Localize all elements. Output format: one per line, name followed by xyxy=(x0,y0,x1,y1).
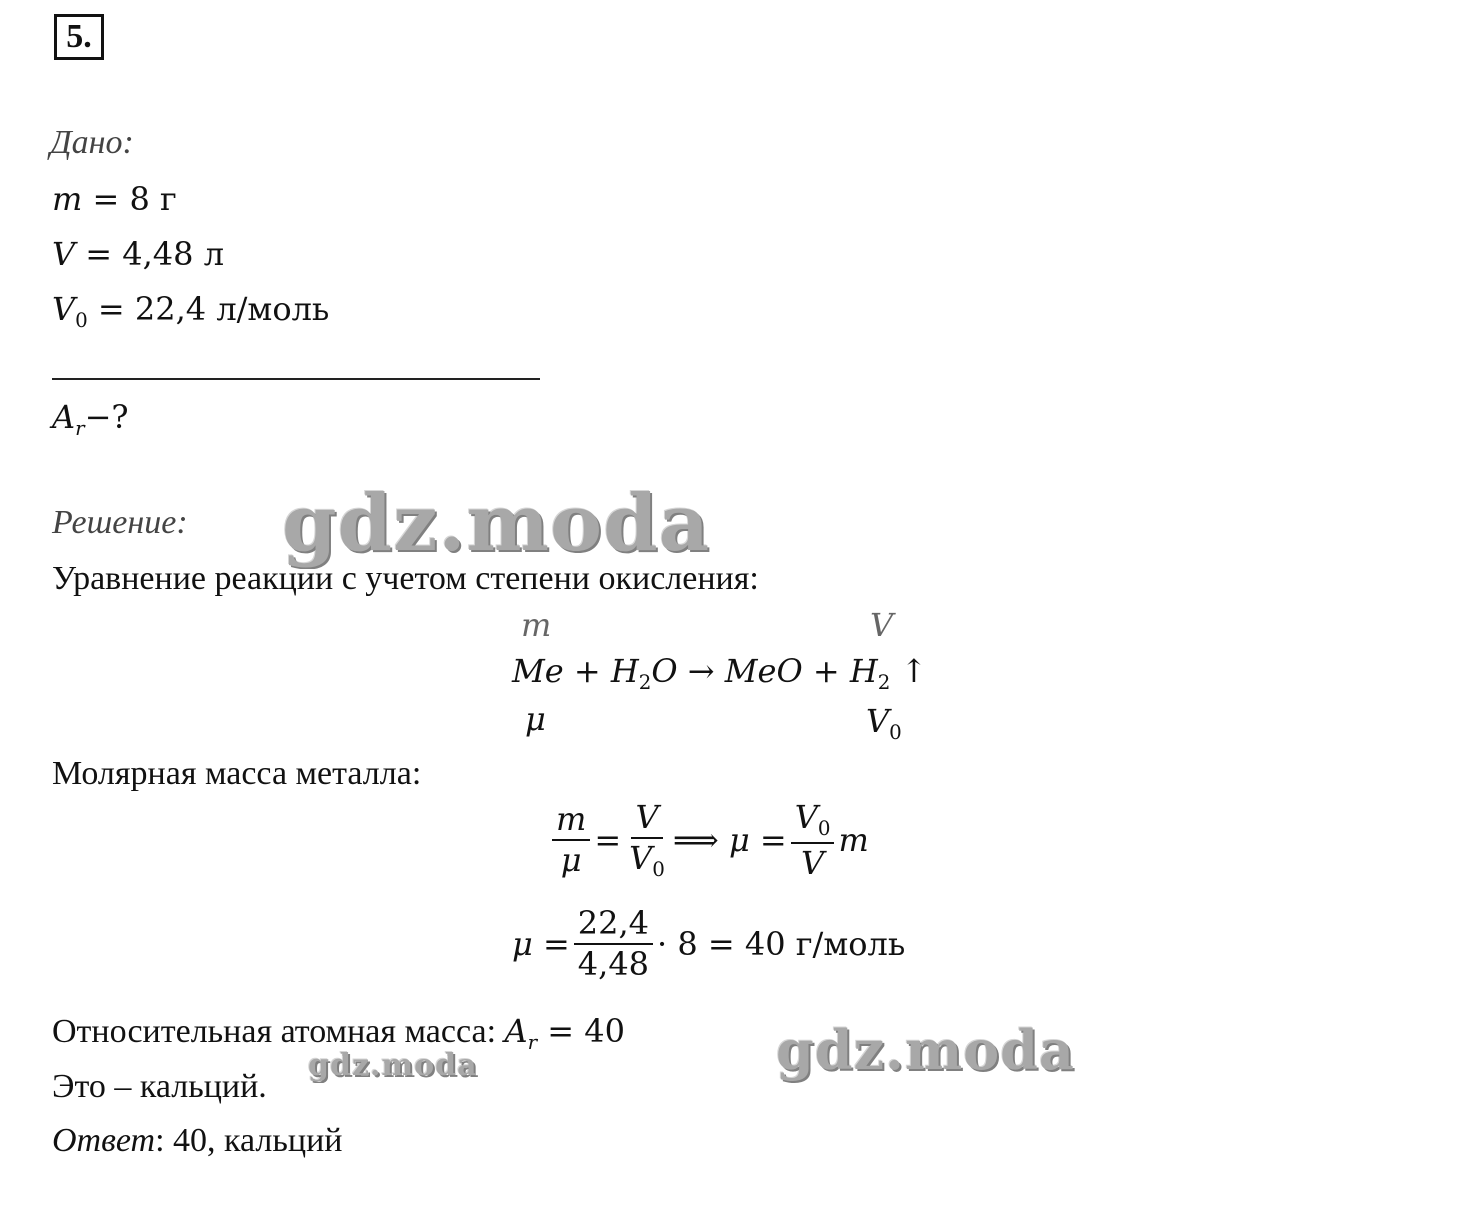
find-line xyxy=(52,398,129,440)
equals: = xyxy=(594,821,622,860)
water-o: O xyxy=(651,652,678,690)
given-molar-volume xyxy=(52,290,329,332)
value: = 40 xyxy=(537,1012,625,1050)
relative-math xyxy=(504,1012,625,1054)
fraction-v0-v xyxy=(791,800,835,881)
sub: r xyxy=(527,1030,538,1054)
reaction-intro: Уравнение реакции с учетом степени окисления: xyxy=(52,560,759,597)
sub: 0 xyxy=(817,816,831,840)
numerator: m xyxy=(552,802,590,841)
denominator: μ xyxy=(560,841,582,880)
sub: 0 xyxy=(889,720,902,744)
given-label: Дано: xyxy=(50,124,134,161)
var-m: m xyxy=(52,180,83,218)
oxide: MeO xyxy=(724,652,803,690)
fraction-v-v0 xyxy=(625,800,669,881)
answer-text: : 40, кальций xyxy=(155,1122,343,1159)
reaction-below-left: μ xyxy=(525,700,546,738)
var-v: V xyxy=(629,839,653,878)
metal: Me xyxy=(512,652,564,690)
arrow: → xyxy=(677,652,725,690)
var-v: V xyxy=(52,235,76,273)
lhs: μ = xyxy=(512,925,570,964)
given-mass xyxy=(52,180,177,222)
value: = 4,48 л xyxy=(75,235,225,273)
fraction-m-mu xyxy=(552,802,590,878)
given-divider xyxy=(52,378,540,380)
gas-arrow: ↑ xyxy=(890,652,928,690)
molar-intro: Молярная масса металла: xyxy=(52,755,422,792)
numerator: 22,4 xyxy=(574,906,653,945)
reaction-below-right xyxy=(866,702,902,744)
sub: 2 xyxy=(877,670,891,694)
fraction-numbers xyxy=(574,906,653,982)
watermark-medium: gdz.moda xyxy=(776,1018,1075,1082)
value: = 22,4 л/моль xyxy=(87,290,330,328)
var-v: V xyxy=(52,290,76,328)
var-a: A xyxy=(504,1012,528,1050)
var-v: V xyxy=(794,798,818,836)
implies: ⟹ μ = xyxy=(672,821,787,860)
reaction-above-right: V xyxy=(870,606,894,644)
answer-label: Ответ xyxy=(52,1122,156,1159)
denominator xyxy=(625,839,669,881)
answer-line xyxy=(52,1122,342,1160)
numerator xyxy=(791,800,835,844)
sub: r xyxy=(75,416,85,440)
denominator: V xyxy=(801,843,825,882)
solution-label: Решение: xyxy=(52,504,188,541)
watermark-large: gdz.moda xyxy=(282,478,711,569)
formula-numeric xyxy=(512,906,905,982)
sub: 0 xyxy=(75,308,88,332)
plus: + xyxy=(802,652,850,690)
relative-text: Относительная атомная масса: xyxy=(52,1013,505,1050)
result: · 8 = 40 г/моль xyxy=(657,925,906,964)
watermark-small: gdz.moda xyxy=(308,1048,478,1083)
water-h: H xyxy=(610,652,639,690)
sub: 0 xyxy=(652,858,665,882)
sub: 2 xyxy=(638,670,652,694)
plus: + xyxy=(563,652,611,690)
tail-m: m xyxy=(838,821,869,860)
numerator: V xyxy=(631,800,662,839)
hydrogen: H xyxy=(849,652,878,690)
var-v: V xyxy=(866,702,890,740)
formula-molar-mass xyxy=(548,800,869,881)
reaction-above-left: m xyxy=(521,606,552,644)
value: = 8 г xyxy=(82,180,177,218)
reaction-equation xyxy=(512,652,927,694)
given-volume xyxy=(52,235,224,277)
var-a: A xyxy=(52,398,76,436)
denominator: 4,48 xyxy=(577,945,650,984)
task-number: 5. xyxy=(54,14,104,60)
question: −? xyxy=(84,398,129,436)
element-line: Это – кальций. xyxy=(52,1068,267,1105)
